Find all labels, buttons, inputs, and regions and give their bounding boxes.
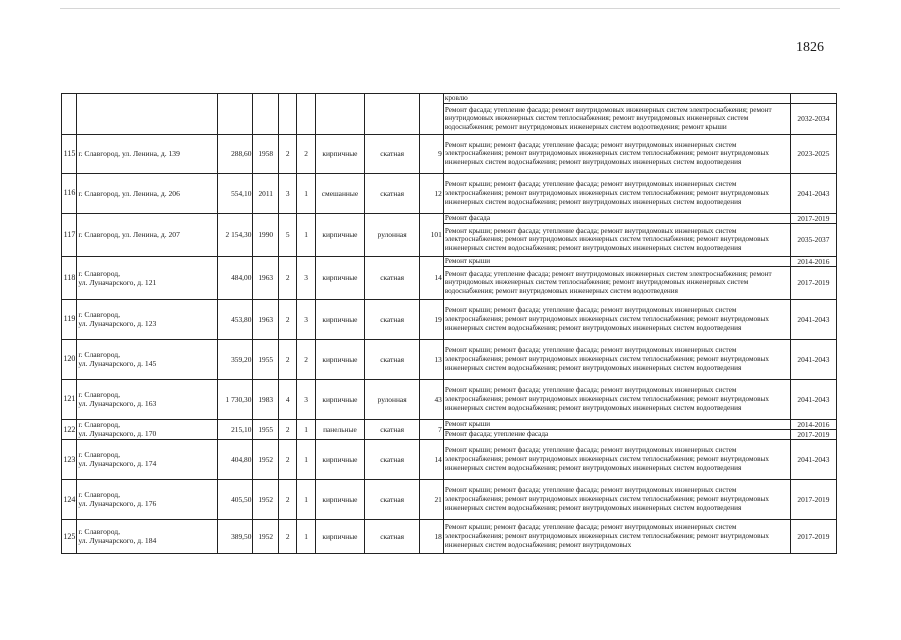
period-cell: 2041-2043 — [790, 339, 836, 379]
work-description-cell: Ремонт крыши; ремонт фасада; утепление фасада; ремонт внутридомовых инженерных систем электроснабжения; ремонт внутридомовых инженерных систем теплоснабжения; ремонт внутридомовых инженерных систем водоснабжения; ремонт внутридомовых инженерных систем водоотведения — [443, 134, 790, 173]
period-cell: 2032-2034 — [790, 103, 836, 134]
wall-material-cell: кирпичные — [315, 439, 364, 479]
period-cell: 2017-2019 — [790, 266, 836, 299]
row-number: 119 — [62, 299, 77, 339]
entrances-cell: 1 — [297, 173, 315, 213]
floors-cell: 2 — [279, 519, 297, 553]
period-cell: 2017-2019 — [790, 213, 836, 223]
work-description-cell: Ремонт крыши; ремонт фасада; утепление фасада; ремонт внутридомовых инженерных систем электроснабжения; ремонт внутридомовых инженерных систем теплоснабжения; ремонт внутридомовых инженерных систем водоснабжения; ремонт внутридомовых инженерных систем водоотведения — [443, 439, 790, 479]
area-cell — [217, 94, 253, 135]
period-cell: 2017-2019 — [790, 519, 836, 553]
row-number: 117 — [62, 213, 77, 256]
entrances-cell: 3 — [297, 299, 315, 339]
page-number: 1826 — [796, 40, 824, 55]
year-cell: 1983 — [253, 379, 279, 419]
floors-cell: 2 — [279, 256, 297, 299]
address-cell: г. Славгород, ул. Ленина, д. 206 — [77, 173, 217, 213]
work-description-cell: Ремонт крыши; ремонт фасада; утепление фасада; ремонт внутридомовых инженерных систем электроснабжения; ремонт внутридомовых инженерных систем теплоснабжения; ремонт внутридомовых инженерных систем водоснабжения; ремонт внутридомовых инженерных систем водоотведения — [443, 173, 790, 213]
apartments-cell: 14 — [420, 439, 444, 479]
address-cell: г. Славгород, ул. Луначарского, д. 163 — [77, 379, 217, 419]
apartments-cell: 13 — [420, 339, 444, 379]
floors-cell: 3 — [279, 173, 297, 213]
entrances-cell: 2 — [297, 339, 315, 379]
table-row — [62, 94, 837, 104]
work-description-cell: Ремонт крыши — [443, 419, 790, 429]
year-cell: 1952 — [253, 519, 279, 553]
table-row — [62, 213, 837, 223]
apartments-cell: 43 — [420, 379, 444, 419]
area-cell: 389,50 — [217, 519, 253, 553]
table-row — [62, 134, 837, 173]
address-cell — [77, 94, 217, 135]
apartments-cell: 18 — [420, 519, 444, 553]
year-cell: 1990 — [253, 213, 279, 256]
floors-cell: 2 — [279, 439, 297, 479]
area-cell: 554,10 — [217, 173, 253, 213]
roof-type-cell — [365, 94, 420, 135]
table-row — [62, 519, 837, 553]
address-cell: г. Славгород, ул. Луначарского, д. 176 — [77, 479, 217, 519]
row-number — [62, 94, 77, 135]
apartments-cell: 12 — [420, 173, 444, 213]
wall-material-cell: кирпичные — [315, 339, 364, 379]
floors-cell: 5 — [279, 213, 297, 256]
period-cell: 2041-2043 — [790, 173, 836, 213]
entrances-cell: 3 — [297, 379, 315, 419]
year-cell — [253, 94, 279, 135]
work-description-cell: Ремонт фасада; утепление фасада; ремонт внутридомовых инженерных систем электроснабжения; ремонт внутридомовых инженерных систем теплоснабжения; ремонт внутридомовых инженерных систем водоснабжения; ремонт внутридомовых инженерных систем водоотведения — [443, 266, 790, 299]
wall-material-cell: кирпичные — [315, 256, 364, 299]
area-cell: 215,10 — [217, 419, 253, 439]
address-cell: г. Славгород, ул. Луначарского, д. 170 — [77, 419, 217, 439]
entrances-cell: 3 — [297, 256, 315, 299]
area-cell: 405,50 — [217, 479, 253, 519]
apartments-cell: 21 — [420, 479, 444, 519]
row-number: 120 — [62, 339, 77, 379]
work-description-cell: Ремонт фасада — [443, 213, 790, 223]
wall-material-cell: смешанные — [315, 173, 364, 213]
year-cell: 1952 — [253, 479, 279, 519]
address-cell: г. Славгород, ул. Луначарского, д. 121 — [77, 256, 217, 299]
row-number: 125 — [62, 519, 77, 553]
row-number: 123 — [62, 439, 77, 479]
entrances-cell: 1 — [297, 213, 315, 256]
area-cell: 404,80 — [217, 439, 253, 479]
period-cell: 2041-2043 — [790, 439, 836, 479]
wall-material-cell: кирпичные — [315, 213, 364, 256]
period-cell: 2017-2019 — [790, 479, 836, 519]
roof-type-cell: скатная — [365, 134, 420, 173]
roof-type-cell: скатная — [365, 173, 420, 213]
work-description-cell: Ремонт фасада; утепление фасада; ремонт внутридомовых инженерных систем электроснабжения; ремонт внутридомовых инженерных систем теплоснабжения; ремонт внутридомовых инженерных систем водоснабжения; ремонт внутридомовых инженерных систем водоотведения; ремонт крыши — [443, 103, 790, 134]
address-cell: г. Славгород, ул. Луначарского, д. 174 — [77, 439, 217, 479]
roof-type-cell: скатная — [365, 419, 420, 439]
row-number: 121 — [62, 379, 77, 419]
table-row — [62, 419, 837, 429]
area-cell: 1 730,30 — [217, 379, 253, 419]
area-cell: 288,60 — [217, 134, 253, 173]
table-row — [62, 339, 837, 379]
row-number: 116 — [62, 173, 77, 213]
row-number: 124 — [62, 479, 77, 519]
table-row — [62, 173, 837, 213]
wall-material-cell: кирпичные — [315, 134, 364, 173]
roof-type-cell: скатная — [365, 256, 420, 299]
floors-cell: 2 — [279, 479, 297, 519]
roof-type-cell: скатная — [365, 519, 420, 553]
apartments-cell: 9 — [420, 134, 444, 173]
entrances-cell: 1 — [297, 519, 315, 553]
area-cell: 453,80 — [217, 299, 253, 339]
entrances-cell: 1 — [297, 439, 315, 479]
address-cell: г. Славгород, ул. Луначарского, д. 123 — [77, 299, 217, 339]
table-row — [62, 256, 837, 266]
work-description-cell: Ремонт крыши — [443, 256, 790, 266]
roof-type-cell: рулонная — [365, 213, 420, 256]
entrances-cell: 1 — [297, 479, 315, 519]
roof-type-cell: скатная — [365, 299, 420, 339]
period-cell — [790, 94, 836, 104]
period-cell: 2035-2037 — [790, 223, 836, 256]
year-cell: 1958 — [253, 134, 279, 173]
roof-type-cell: рулонная — [365, 379, 420, 419]
wall-material-cell: панельные — [315, 419, 364, 439]
period-cell: 2014-2016 — [790, 419, 836, 429]
period-cell: 2023-2025 — [790, 134, 836, 173]
scan-artifact — [60, 8, 840, 9]
apartments-cell: 14 — [420, 256, 444, 299]
roof-type-cell: скатная — [365, 479, 420, 519]
floors-cell: 2 — [279, 299, 297, 339]
wall-material-cell: кирпичные — [315, 479, 364, 519]
roof-type-cell: скатная — [365, 439, 420, 479]
entrances-cell: 1 — [297, 419, 315, 439]
work-description-cell: Ремонт крыши; ремонт фасада; утепление фасада; ремонт внутридомовых инженерных систем электроснабжения; ремонт внутридомовых инженерных систем теплоснабжения; ремонт внутридомовых инженерных систем водоснабжения; ремонт внутридомовых инженерных систем водоотведения — [443, 339, 790, 379]
year-cell: 2011 — [253, 173, 279, 213]
address-cell: г. Славгород, ул. Ленина, д. 139 — [77, 134, 217, 173]
work-description-cell: кровлю — [443, 94, 790, 104]
wall-material-cell: кирпичные — [315, 299, 364, 339]
year-cell: 1955 — [253, 419, 279, 439]
floors-cell: 2 — [279, 339, 297, 379]
apartments-cell — [420, 94, 444, 135]
work-description-cell: Ремонт фасада; утепление фасада — [443, 429, 790, 439]
floors-cell: 2 — [279, 134, 297, 173]
apartments-cell: 7 — [420, 419, 444, 439]
entrances-cell: 2 — [297, 134, 315, 173]
roof-type-cell: скатная — [365, 339, 420, 379]
floors-cell: 2 — [279, 419, 297, 439]
row-number: 118 — [62, 256, 77, 299]
table-row — [62, 439, 837, 479]
year-cell: 1963 — [253, 256, 279, 299]
year-cell: 1963 — [253, 299, 279, 339]
apartments-cell: 101 — [420, 213, 444, 256]
work-description-cell: Ремонт крыши; ремонт фасада; утепление фасада; ремонт внутридомовых инженерных систем электроснабжения; ремонт внутридомовых инженерных систем теплоснабжения; ремонт внутридомовых инженерных систем водоснабжения; ремонт внутридомовых инженерных систем водоотведения — [443, 479, 790, 519]
period-cell: 2014-2016 — [790, 256, 836, 266]
work-description-cell: Ремонт крыши; ремонт фасада; утепление фасада; ремонт внутридомовых инженерных систем электроснабжения; ремонт внутридомовых инженерных систем теплоснабжения; ремонт внутридомовых инженерных систем водоснабжения; ремонт внутридомовых инженерных систем водоотведения — [443, 299, 790, 339]
table-row — [62, 299, 837, 339]
row-number: 115 — [62, 134, 77, 173]
wall-material-cell — [315, 94, 364, 135]
table-row — [62, 379, 837, 419]
area-cell: 484,00 — [217, 256, 253, 299]
housing-table — [61, 93, 837, 554]
floors-cell: 4 — [279, 379, 297, 419]
address-cell: г. Славгород, ул. Ленина, д. 207 — [77, 213, 217, 256]
table-row — [62, 479, 837, 519]
wall-material-cell: кирпичные — [315, 379, 364, 419]
period-cell: 2041-2043 — [790, 379, 836, 419]
work-description-cell: Ремонт крыши; ремонт фасада; утепление фасада; ремонт внутридомовых инженерных систем электроснабжения; ремонт внутридомовых инженерных систем теплоснабжения; ремонт внутридомовых инженерных систем водоснабжения; ремонт внутридомовых инженерных систем водоотведения — [443, 379, 790, 419]
address-cell: г. Славгород, ул. Луначарского, д. 184 — [77, 519, 217, 553]
apartments-cell: 19 — [420, 299, 444, 339]
floors-cell — [279, 94, 297, 135]
row-number: 122 — [62, 419, 77, 439]
period-cell: 2041-2043 — [790, 299, 836, 339]
area-cell: 2 154,30 — [217, 213, 253, 256]
work-description-cell: Ремонт крыши; ремонт фасада; утепление фасада; ремонт внутридомовых инженерных систем электроснабжения; ремонт внутридомовых инженерных систем теплоснабжения; ремонт внутридомовых инженерных систем водоснабжения; ремонт внутридомовых инженерных систем водоотведения — [443, 223, 790, 256]
wall-material-cell: кирпичные — [315, 519, 364, 553]
year-cell: 1952 — [253, 439, 279, 479]
period-cell: 2017-2019 — [790, 429, 836, 439]
area-cell: 359,20 — [217, 339, 253, 379]
entrances-cell — [297, 94, 315, 135]
year-cell: 1955 — [253, 339, 279, 379]
table-body — [62, 94, 837, 554]
work-description-cell: Ремонт крыши; ремонт фасада; утепление фасада; ремонт внутридомовых инженерных систем электроснабжения; ремонт внутридомовых инженерных систем теплоснабжения; ремонт внутридомовых инженерных систем водоснабжения; ремонт внутридомовых — [443, 519, 790, 553]
address-cell: г. Славгород, ул. Луначарского, д. 145 — [77, 339, 217, 379]
